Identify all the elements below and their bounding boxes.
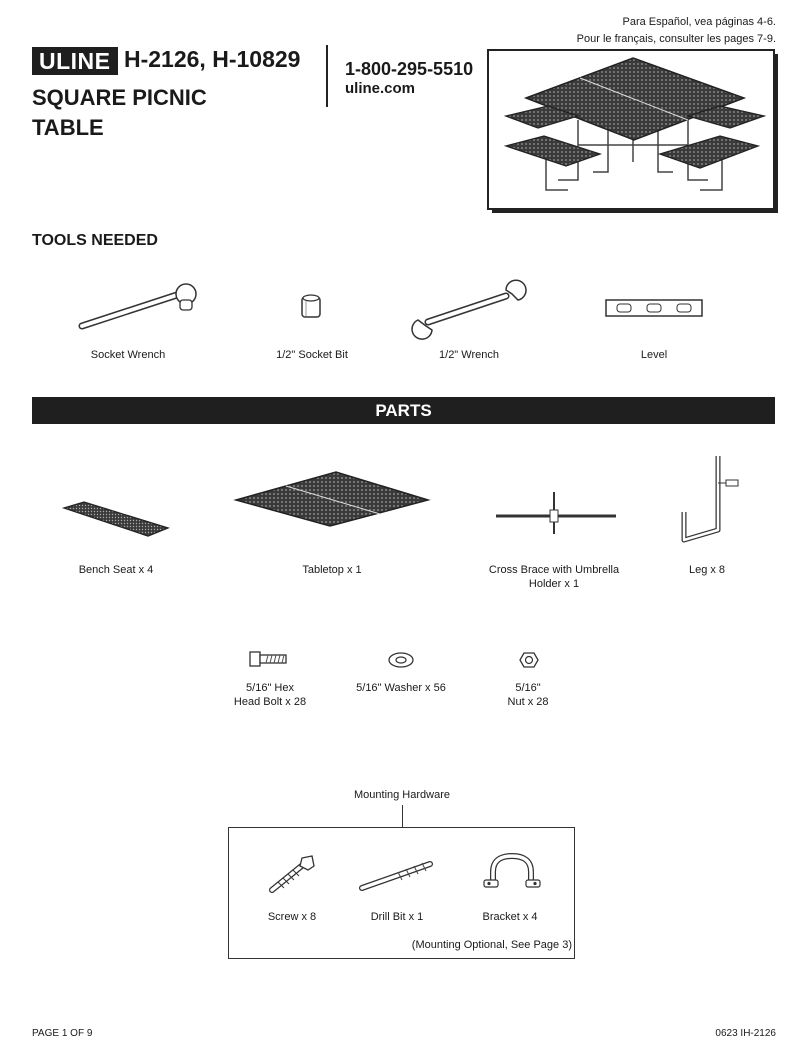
- part-label-bench-seat: Bench Seat x 4: [78, 564, 154, 576]
- mounting-hardware-leader: [402, 805, 403, 827]
- spanish-note: Para Español, vea páginas 4-6.: [622, 16, 776, 28]
- bracket-icon: [483, 852, 541, 892]
- part-label-cross-brace: [474, 563, 634, 591]
- screw-icon: [266, 852, 318, 894]
- mounting-note: (Mounting Optional, See Page 3): [411, 939, 572, 951]
- picnic-table-illustration: [488, 50, 780, 215]
- title-line-1: SQUARE PICNIC: [32, 85, 207, 110]
- mounting-hardware-label: Mounting Hardware: [354, 789, 450, 801]
- tabletop-icon: [232, 468, 432, 530]
- cross-brace-icon: [492, 490, 620, 536]
- language-notes: [577, 14, 776, 48]
- hex-bolt-label-line-2: Head Bolt x 28: [233, 696, 307, 708]
- part-label-hex-bolt: [210, 681, 330, 709]
- tool-label-wrench: 1/2" Wrench: [439, 349, 499, 361]
- part-label-nut: [468, 681, 588, 709]
- mounting-label-bracket: Bracket x 4: [482, 911, 538, 923]
- cross-brace-label-line-1: Cross Brace with Umbrella: [488, 564, 620, 576]
- part-label-washer: 5/16" Washer x 56: [356, 682, 446, 694]
- uline-logo: ULINE: [32, 47, 118, 75]
- socket-wrench-icon: [76, 282, 206, 334]
- bench-seat-icon: [60, 498, 172, 540]
- tool-label-level: Level: [640, 349, 668, 361]
- socket-bit-icon: [299, 294, 325, 320]
- model-numbers: H-2126, H-10829: [124, 46, 301, 72]
- title-line-2: TABLE: [32, 115, 104, 140]
- drill-bit-icon: [358, 858, 436, 892]
- website: uline.com: [345, 80, 416, 97]
- header-divider: [326, 45, 328, 107]
- french-note: Pour le français, consulter les pages 7-9.: [576, 33, 776, 45]
- mounting-label-drill-bit: Drill Bit x 1: [370, 911, 424, 923]
- mounting-label-screw: Screw x 8: [267, 911, 317, 923]
- part-label-leg: Leg x 8: [688, 564, 726, 576]
- document-code: 0623 IH-2126: [715, 1028, 776, 1039]
- hex-bolt-icon: [248, 650, 290, 668]
- tools-heading: TOOLS NEEDED: [32, 232, 158, 249]
- parts-heading-bar: PARTS: [32, 397, 775, 424]
- level-icon: [605, 298, 703, 318]
- tool-label-socket-bit: 1/2" Socket Bit: [276, 349, 348, 361]
- tool-label-socket-wrench: Socket Wrench: [90, 349, 166, 361]
- leg-icon: [678, 452, 742, 546]
- nut-label-line-1: 5/16": [515, 682, 541, 694]
- phone-number: 1-800-295-5510: [345, 59, 474, 79]
- washer-icon: [387, 651, 415, 669]
- nut-icon: [519, 651, 539, 669]
- cross-brace-label-line-2: Holder x 1: [528, 578, 580, 590]
- page-number: PAGE 1 OF 9: [32, 1028, 93, 1039]
- nut-label-line-2: Nut x 28: [507, 696, 549, 708]
- wrench-icon: [414, 286, 526, 334]
- part-label-tabletop: Tabletop x 1: [302, 564, 362, 576]
- hex-bolt-label-line-1: 5/16" Hex: [246, 682, 294, 694]
- page-title: [32, 83, 292, 143]
